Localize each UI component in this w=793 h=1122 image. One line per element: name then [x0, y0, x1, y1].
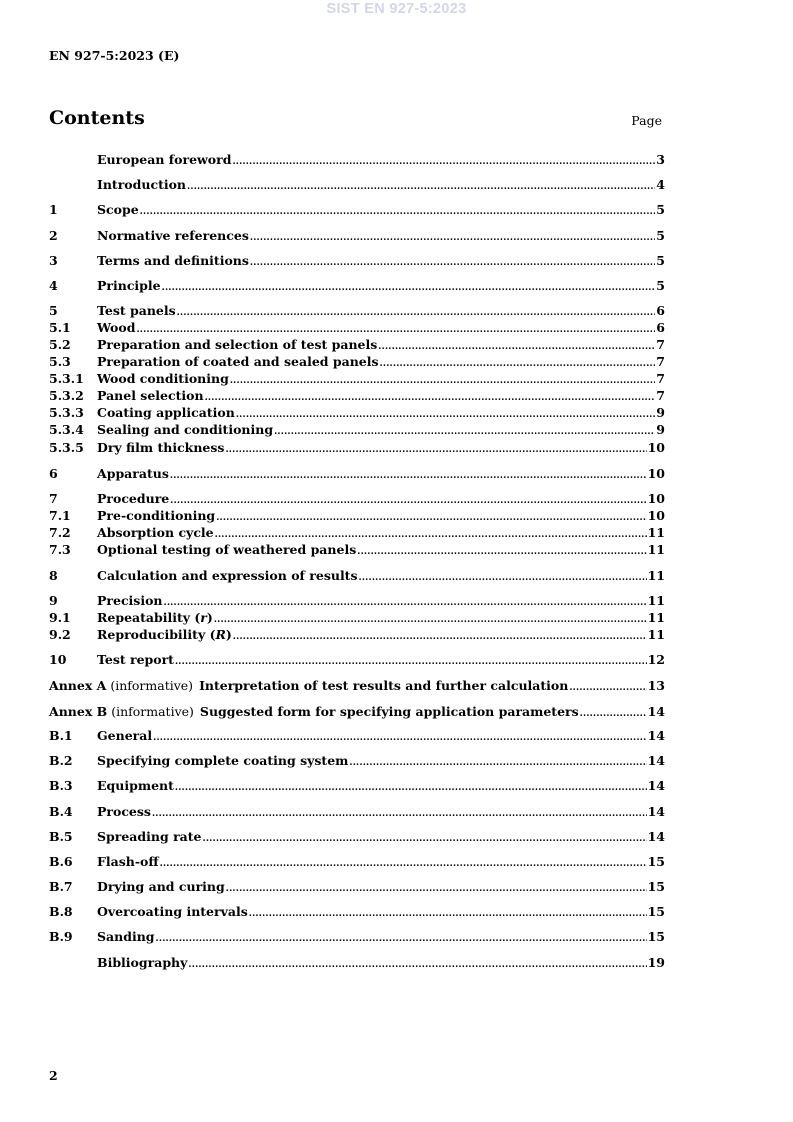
toc-entry-page: 10	[647, 440, 665, 455]
toc-entry-page: 14	[647, 804, 665, 819]
toc-entry-title	[97, 466, 169, 482]
toc-entry-number: B.3	[49, 778, 73, 793]
toc-entry-title	[97, 228, 249, 244]
toc-entry[interactable]	[49, 610, 665, 626]
toc-entry-number: 9	[49, 593, 58, 608]
toc-leader-dots	[380, 356, 656, 372]
toc-entry-title-text: Equipment	[97, 778, 174, 793]
toc-entry[interactable]	[49, 253, 665, 269]
toc-entry-title	[97, 371, 229, 387]
toc-entry-page: 3	[656, 152, 665, 167]
toc-entry-page: 10	[647, 508, 665, 523]
toc-entry-page: 4	[656, 177, 665, 192]
toc-entry-number: 5.3.1	[49, 371, 84, 386]
toc-entry-page: 11	[647, 627, 665, 642]
toc-entry-page: 11	[647, 542, 665, 557]
toc-entry-page: 11	[647, 593, 665, 608]
toc-entry[interactable]	[49, 854, 665, 870]
toc-entry[interactable]	[49, 879, 665, 895]
toc-leader-dots	[250, 230, 655, 246]
toc-entry[interactable]	[49, 466, 665, 482]
toc-leader-dots	[170, 468, 647, 484]
toc-entry-number: 8	[49, 568, 58, 583]
toc-entry[interactable]	[49, 337, 665, 353]
footer-page-number: 2	[49, 1068, 58, 1083]
contents-heading: Contents	[49, 107, 145, 129]
toc-entry-page: 9	[656, 422, 665, 437]
toc-entry-title	[200, 704, 579, 720]
toc-entry-title-text: European foreword	[97, 152, 232, 167]
toc-entry-title	[97, 728, 152, 744]
toc-entry-number: 5.3	[49, 354, 71, 369]
toc-entry[interactable]	[49, 371, 665, 387]
toc-leader-dots	[569, 680, 646, 696]
toc-entry-title-text: Suggested form for specifying application parameters	[199, 704, 579, 719]
toc-entry-title-text: General	[97, 728, 153, 743]
toc-entry-title	[97, 508, 215, 524]
toc-entry-page: 5	[656, 202, 665, 217]
toc-entry-title	[97, 491, 169, 507]
toc-entry-title-text: Dry film thickness	[97, 440, 225, 455]
toc-entry[interactable]	[49, 320, 665, 336]
toc-entry-page: 12	[647, 652, 665, 667]
toc-entry-page: 15	[647, 929, 665, 944]
toc-entry-page: 14	[647, 704, 665, 719]
toc-entry-title-text: Wood conditioning	[97, 371, 229, 386]
toc-entry-page: 15	[647, 854, 665, 869]
toc-leader-dots	[136, 322, 655, 338]
toc-entry-title	[97, 627, 232, 643]
toc-entry-number: B.7	[49, 879, 73, 894]
toc-entry-title	[97, 303, 176, 319]
toc-entry[interactable]	[49, 177, 665, 193]
toc-leader-dots	[216, 510, 646, 526]
toc-entry-number: B.8	[49, 904, 73, 919]
toc-entry-page: 14	[647, 728, 665, 743]
toc-entry-number: 2	[49, 228, 58, 243]
toc-entry[interactable]	[49, 440, 665, 456]
toc-entry-title	[97, 177, 186, 193]
toc-entry[interactable]	[49, 354, 665, 370]
toc-entry-title-text: Test report	[97, 652, 174, 667]
toc-leader-dots	[274, 424, 655, 440]
toc-entry-title	[97, 253, 249, 269]
toc-entry[interactable]	[49, 542, 665, 558]
toc-leader-dots	[233, 629, 647, 645]
toc-entry-title-text: Preparation of coated and sealed panels	[97, 354, 379, 369]
toc-entry-page: 5	[656, 228, 665, 243]
toc-entry-number: 7.3	[49, 542, 71, 557]
toc-entry-title-text: Specifying complete coating system	[97, 753, 349, 768]
toc-entry-title-text: Preparation and selection of test panels	[97, 337, 378, 352]
toc-entry-number: 6	[49, 466, 58, 481]
toc-entry-title	[97, 804, 151, 820]
document-id: EN 927-5:2023 (E)	[49, 48, 180, 63]
toc-entry-number: 5.3.2	[49, 388, 84, 403]
toc-entry-page: 15	[647, 904, 665, 919]
toc-entry[interactable]	[49, 491, 665, 507]
toc-leader-dots	[230, 373, 655, 389]
toc-entry-number: B.4	[49, 804, 73, 819]
toc-entry-page: 10	[647, 491, 665, 506]
toc-entry-page: 11	[647, 525, 665, 540]
toc-entry-page: 5	[656, 278, 665, 293]
toc-entry-number: 5.3.3	[49, 405, 84, 420]
toc-entry-title	[97, 388, 204, 404]
toc-entry-title-end: )	[206, 610, 213, 625]
toc-leader-dots	[226, 881, 647, 897]
toc-entry-title-text: Procedure	[97, 491, 170, 506]
toc-entry-title	[97, 568, 358, 584]
toc-entry[interactable]	[49, 678, 665, 694]
toc-entry-title	[97, 405, 235, 421]
toc-entry-title-text: Interpretation of test results and further calculation	[199, 678, 569, 693]
toc-leader-dots	[164, 595, 647, 611]
toc-entry[interactable]	[49, 593, 665, 609]
toc-entry-number: B.5	[49, 829, 73, 844]
toc-entry-number: B.9	[49, 929, 73, 944]
toc-entry-title-text: Reproducibility (	[97, 627, 216, 642]
toc-entry-page: 9	[656, 405, 665, 420]
toc-entry-title	[199, 678, 568, 694]
toc-entry-title-text: Repeatability (	[97, 610, 201, 625]
toc-entry-title-text: Sealing and conditioning	[97, 422, 274, 437]
toc-entry-title-text: Flash-off	[97, 854, 159, 869]
toc-entry-title	[97, 929, 155, 945]
toc-entry-page: 13	[647, 678, 665, 693]
toc-entry-page: 11	[647, 610, 665, 625]
toc-entry-number: 5	[49, 303, 58, 318]
toc-entry[interactable]	[49, 753, 665, 769]
toc-leader-dots	[153, 730, 646, 746]
toc-entry-title-text: Wood	[97, 320, 136, 335]
toc-leader-dots	[378, 339, 655, 355]
toc-entry[interactable]	[49, 728, 665, 744]
toc-leader-dots	[205, 390, 656, 406]
toc-leader-dots	[160, 856, 647, 872]
toc-entry[interactable]	[49, 525, 665, 541]
toc-entry-page: 7	[656, 371, 665, 386]
toc-entry-title-text: Panel selection	[97, 388, 204, 403]
toc-entry-title	[97, 202, 139, 218]
toc-entry-symbol: r	[200, 610, 207, 625]
toc-entry-page: 14	[647, 778, 665, 793]
toc-entry-number: 5.2	[49, 337, 71, 352]
toc-entry-symbol: R	[215, 627, 226, 642]
toc-entry-title-text: Principle	[97, 278, 161, 293]
toc-entry[interactable]	[49, 955, 665, 971]
toc-leader-dots	[236, 407, 655, 423]
toc-entry[interactable]	[49, 202, 665, 218]
toc-entry-title	[97, 320, 135, 336]
toc-entry[interactable]	[49, 405, 665, 421]
toc-entry-number: 3	[49, 253, 58, 268]
toc-entry[interactable]	[49, 804, 665, 820]
toc-leader-dots	[177, 305, 656, 321]
toc-entry-title-text: Drying and curing	[97, 879, 225, 894]
toc-annex-label: Annex B	[49, 704, 108, 719]
toc-entry-page: 11	[647, 568, 665, 583]
toc-entry-page: 7	[656, 388, 665, 403]
toc-entry-page: 15	[647, 879, 665, 894]
toc-entry-title	[97, 778, 174, 794]
toc-entry-title-text: Scope	[97, 202, 139, 217]
toc-entry-title	[97, 593, 163, 609]
toc-entry-title	[97, 879, 225, 895]
toc-entry-page: 10	[647, 466, 665, 481]
toc-entry-number: 9.2	[49, 627, 71, 642]
toc-entry-page: 7	[656, 354, 665, 369]
toc-entry-number: 7	[49, 491, 58, 506]
toc-entry-title-text: Introduction	[97, 177, 187, 192]
toc-entry-page: 6	[656, 303, 665, 318]
toc-entry-number: 5.3.5	[49, 440, 84, 455]
toc-entry-title-text: Pre-conditioning	[97, 508, 216, 523]
toc-entry-title-text: Calculation and expression of results	[97, 568, 358, 583]
toc-entry[interactable]	[49, 278, 665, 294]
toc-entry-title-text: Process	[97, 804, 151, 819]
toc-entry-title-text: Normative references	[97, 228, 249, 243]
toc-entry[interactable]	[49, 652, 665, 668]
toc-entry-title-text: Apparatus	[97, 466, 169, 481]
toc-leader-dots	[170, 493, 646, 509]
toc-entry-page: 7	[656, 337, 665, 352]
toc-entry-number: B.6	[49, 854, 73, 869]
toc-entry[interactable]	[49, 627, 665, 643]
toc-entry-number: B.1	[49, 728, 73, 743]
toc-entry-title-text: Precision	[97, 593, 163, 608]
toc-entry[interactable]	[49, 422, 665, 438]
toc-entry[interactable]	[49, 568, 665, 584]
toc-leader-dots	[225, 442, 646, 458]
toc-leader-dots	[214, 612, 647, 628]
toc-leader-dots	[349, 755, 646, 771]
toc-entry-title-text: Spreading rate	[97, 829, 202, 844]
toc-leader-dots	[140, 204, 656, 220]
toc-entry-title	[97, 440, 224, 456]
toc-leader-dots	[175, 780, 647, 796]
toc-entry-title-text: Coating application	[97, 405, 235, 420]
toc-leader-dots	[215, 527, 647, 543]
toc-leader-dots	[152, 806, 647, 822]
toc-leader-dots	[188, 957, 646, 973]
toc-entry-title	[97, 525, 214, 541]
toc-entry[interactable]	[49, 303, 665, 319]
toc-annex-label: Annex A	[49, 678, 107, 693]
toc-entry-page: 6	[656, 320, 665, 335]
toc-entry-number: 9.1	[49, 610, 71, 625]
toc-entry-title	[97, 904, 248, 920]
toc-entry-title	[97, 542, 356, 558]
toc-entry-title	[97, 854, 159, 870]
toc-entry[interactable]	[49, 228, 665, 244]
toc-entry-title	[97, 610, 213, 626]
toc-entry-title	[97, 829, 202, 845]
toc-entry-title	[97, 422, 273, 438]
toc-leader-dots	[357, 544, 646, 560]
toc-annex-type: (informative)	[111, 704, 194, 719]
toc-entry[interactable]	[49, 929, 665, 945]
toc-entry-title	[97, 354, 379, 370]
toc-entry[interactable]	[49, 829, 665, 845]
toc-leader-dots	[203, 831, 647, 847]
toc-entry-title-text: Test panels	[97, 303, 176, 318]
toc-annex-type: (informative)	[110, 678, 194, 693]
toc-entry-number: 1	[49, 202, 58, 217]
toc-entry-title-text: Optional testing of weathered panels	[97, 542, 357, 557]
toc-entry-number: 4	[49, 278, 58, 293]
toc-leader-dots	[187, 179, 655, 195]
toc-entry-title	[97, 337, 377, 353]
toc-leader-dots	[232, 154, 655, 170]
toc-entry[interactable]	[49, 778, 665, 794]
toc-entry-title	[97, 652, 174, 668]
toc-entry-title	[97, 955, 187, 971]
toc-entry-title	[97, 278, 161, 294]
toc-entry-title	[97, 152, 231, 168]
toc-entry[interactable]	[49, 704, 665, 720]
toc-entry[interactable]	[49, 508, 665, 524]
toc-leader-dots	[249, 906, 647, 922]
toc-entry-number: 5.3.4	[49, 422, 84, 437]
toc-entry-number: 10	[49, 652, 67, 667]
toc-entry-title-text: Absorption cycle	[97, 525, 214, 540]
toc-entry-title-text: Terms and definitions	[97, 253, 249, 268]
toc-leader-dots	[250, 255, 655, 271]
toc-leader-dots	[162, 280, 656, 296]
toc-entry-page: 19	[647, 955, 665, 970]
toc-leader-dots	[175, 654, 647, 670]
page-column-label: Page	[631, 113, 662, 128]
toc-entry[interactable]	[49, 388, 665, 404]
toc-leader-dots	[156, 931, 647, 947]
toc-entry[interactable]	[49, 904, 665, 920]
toc-entry-title	[97, 753, 348, 769]
toc-entry-number: 7.2	[49, 525, 71, 540]
toc-entry-page: 5	[656, 253, 665, 268]
toc-entry-title-text: Sanding	[97, 929, 155, 944]
toc-leader-dots	[359, 570, 647, 586]
toc-leader-dots	[580, 706, 647, 722]
toc-entry-page: 14	[647, 753, 665, 768]
toc-entry-title-end: )	[225, 627, 232, 642]
toc-entry-number: B.2	[49, 753, 73, 768]
toc-entry-page: 14	[647, 829, 665, 844]
toc-entry-title-text: Overcoating intervals	[97, 904, 248, 919]
watermark: SIST EN 927-5:2023	[326, 1, 467, 17]
toc-entry[interactable]	[49, 152, 665, 168]
toc-entry-number: 7.1	[49, 508, 71, 523]
toc-entry-title-text: Bibliography	[97, 955, 188, 970]
toc-entry-number: 5.1	[49, 320, 71, 335]
